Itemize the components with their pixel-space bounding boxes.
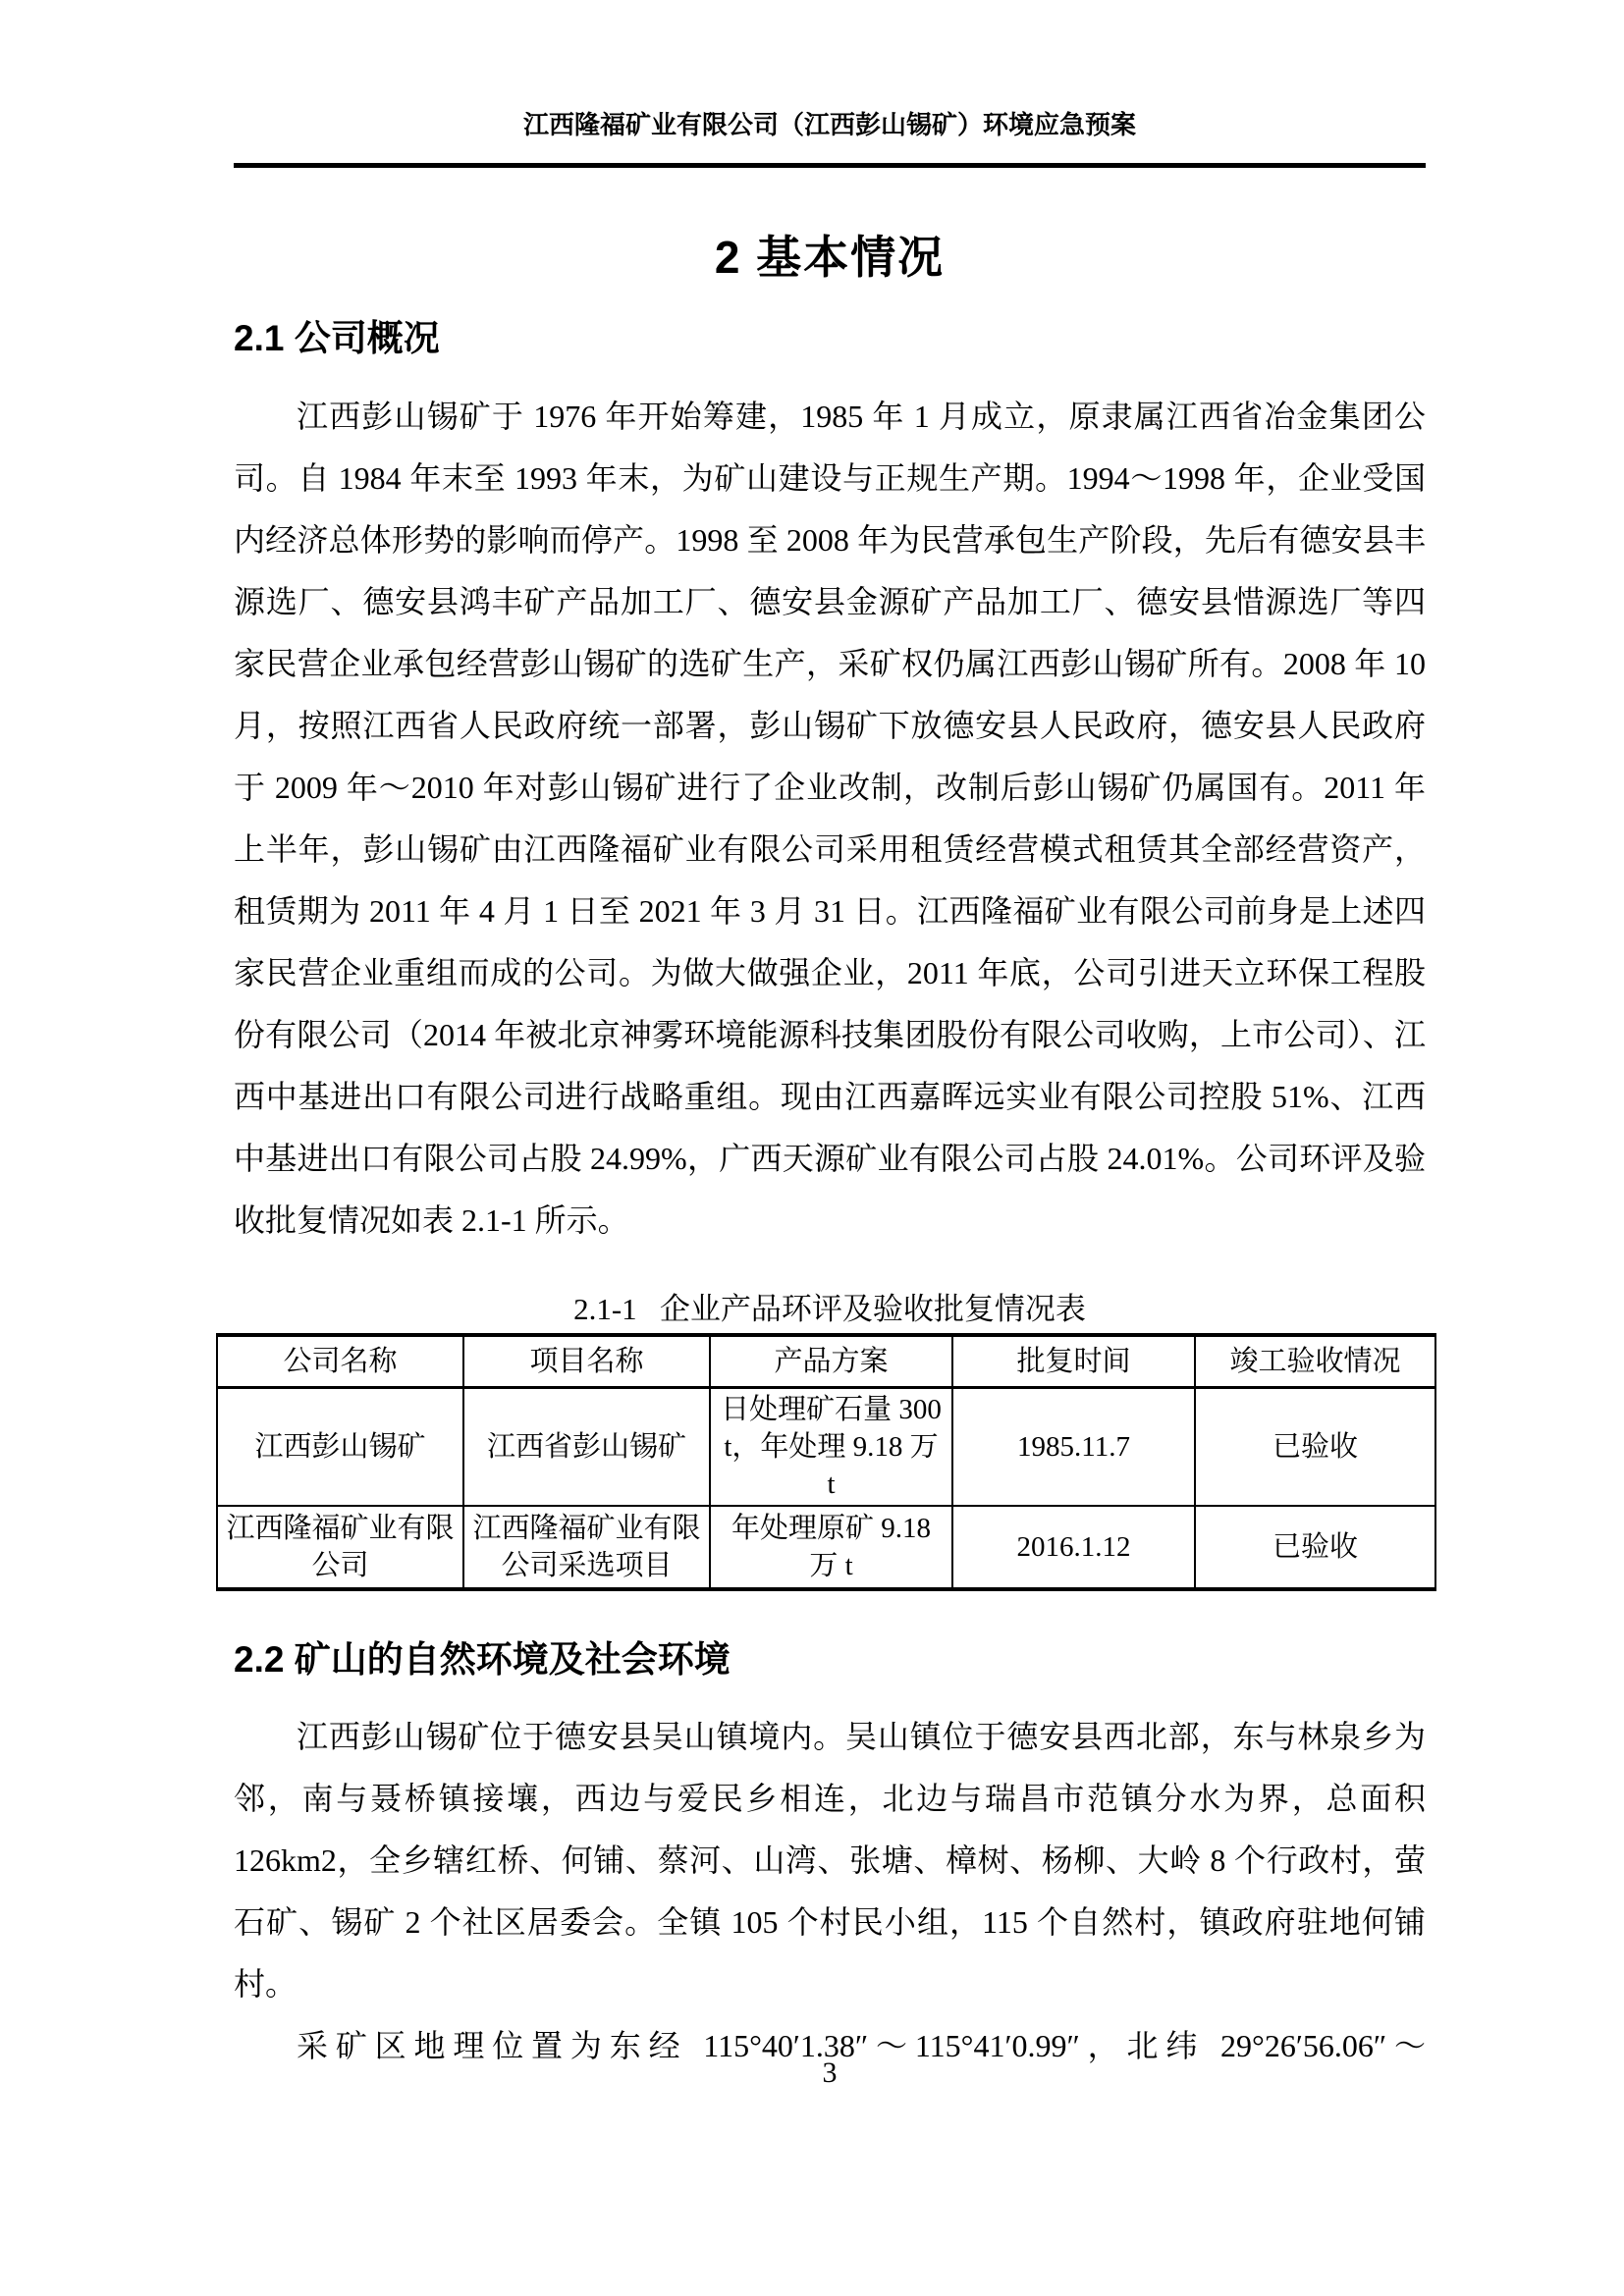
approval-table [216, 1333, 1436, 1591]
table-row [217, 1506, 1435, 1589]
table-header-product-plan: 产品方案 [710, 1335, 952, 1388]
table-cell-product-plan: 日处理矿石量 300t，年处理 9.18 万 t [710, 1388, 952, 1507]
page-content [226, 0, 1426, 2077]
table-cell-product-plan: 年处理原矿 9.18 万 t [710, 1506, 952, 1589]
table-cell-acceptance-status: 已验收 [1195, 1388, 1435, 1507]
table-header-row [217, 1335, 1435, 1388]
table-cell-acceptance-status: 已验收 [1195, 1506, 1435, 1589]
environment-overview-paragraph: 江西彭山锡矿位于德安县吴山镇境内。吴山镇位于德安县西北部，东与林泉乡为邻，南与聂桥镇接壤，西边与爱民乡相连，北边与瑞昌市范镇分水为界，总面积126km2，全乡辖红桥、何铺、蔡河、山湾、张塘、樟树、杨柳、大岭 8 个行政村，萤石矿、锡矿 2 个社区居委会。全镇 105 个村民小组，115 个自然村，镇政府驻地何铺村。 [234, 1719, 1426, 2002]
table-cell-approval-time: 2016.1.12 [952, 1506, 1195, 1589]
table-header-acceptance-status: 竣工验收情况 [1195, 1335, 1435, 1388]
chapter-title: 2 基本情况 [714, 232, 946, 283]
table-cell-company-name: 江西彭山锡矿 [217, 1388, 463, 1507]
company-overview-paragraph: 江西彭山锡矿于 1976 年开始筹建，1985 年 1 月成立，原隶属江西省冶金集团公司。自 1984 年末至 1993 年末，为矿山建设与正规生产期。1994～1998 年，企业受国内经济总体形势的影响而停产。1998 至 2008 年为民营承包生产阶段，先后有德安县丰源选厂、德安县鸿丰矿产品加工厂、德安县金源矿产品加工厂、德安县惜源选厂等四家民营企业承包经营彭山锡矿的选矿生产，采矿权仍属江西彭山锡矿所有。2008 年 10 月，按照江西省人民政府统一部署，彭山锡矿下放德安县人民政府，德安县人民政府于 2009 年～2010 年对彭山锡矿进行了企业改制，改制后彭山锡矿仍属国有。2011 年上半年，彭山锡矿由江西隆福矿业有限公司采用租赁经营模式租赁其全部经营资产，租赁期为 2011 年 4 月 1 日至 2021 年 3 月 31 日。江西隆福矿业有限公司前身是上述四家民营企业重组而成的公司。为做大做强企业，2011 年底，公司引进天立环保工程股份有限公司（2014 年被北京神雾环境能源科技集团股份有限公司收购，上市公司）、江西中基进出口有限公司进行战略重组。现由江西嘉晖远实业有限公司控股 51%、江西中基进出口有限公司占股 24.99%，广西天源矿业有限公司占股 24.01%。公司环评及验收批复情况如表 2.1-1 所示。 [234, 399, 1426, 1238]
mining-area-location-paragraph: 采矿区地理位置为东经 115°40′1.38″～115°41′0.99″，北纬 29°26′56.06″～ [297, 2028, 1426, 2063]
table-cell-project-name: 江西省彭山锡矿 [463, 1388, 710, 1507]
table-cell-approval-time: 1985.11.7 [952, 1388, 1195, 1507]
table-cell-company-name: 江西隆福矿业有限公司 [217, 1506, 463, 1589]
section-2-2-heading: 2.2 矿山的自然环境及社会环境 [234, 1639, 731, 1680]
table-header-company-name: 公司名称 [217, 1335, 463, 1388]
table-header-approval-time: 批复时间 [952, 1335, 1195, 1388]
running-header-title: 江西隆福矿业有限公司（江西彭山锡矿）环境应急预案 [522, 111, 1136, 139]
table-cell-project-name: 江西隆福矿业有限公司采选项目 [463, 1506, 710, 1589]
section-2-1-heading: 2.1 公司概况 [234, 318, 440, 358]
page-number: 3 [822, 2056, 838, 2089]
table-row [217, 1388, 1435, 1507]
table-caption: 2.1-1 企业产品环评及验收批复情况表 [573, 1292, 1086, 1326]
table-header-project-name: 项目名称 [463, 1335, 710, 1388]
